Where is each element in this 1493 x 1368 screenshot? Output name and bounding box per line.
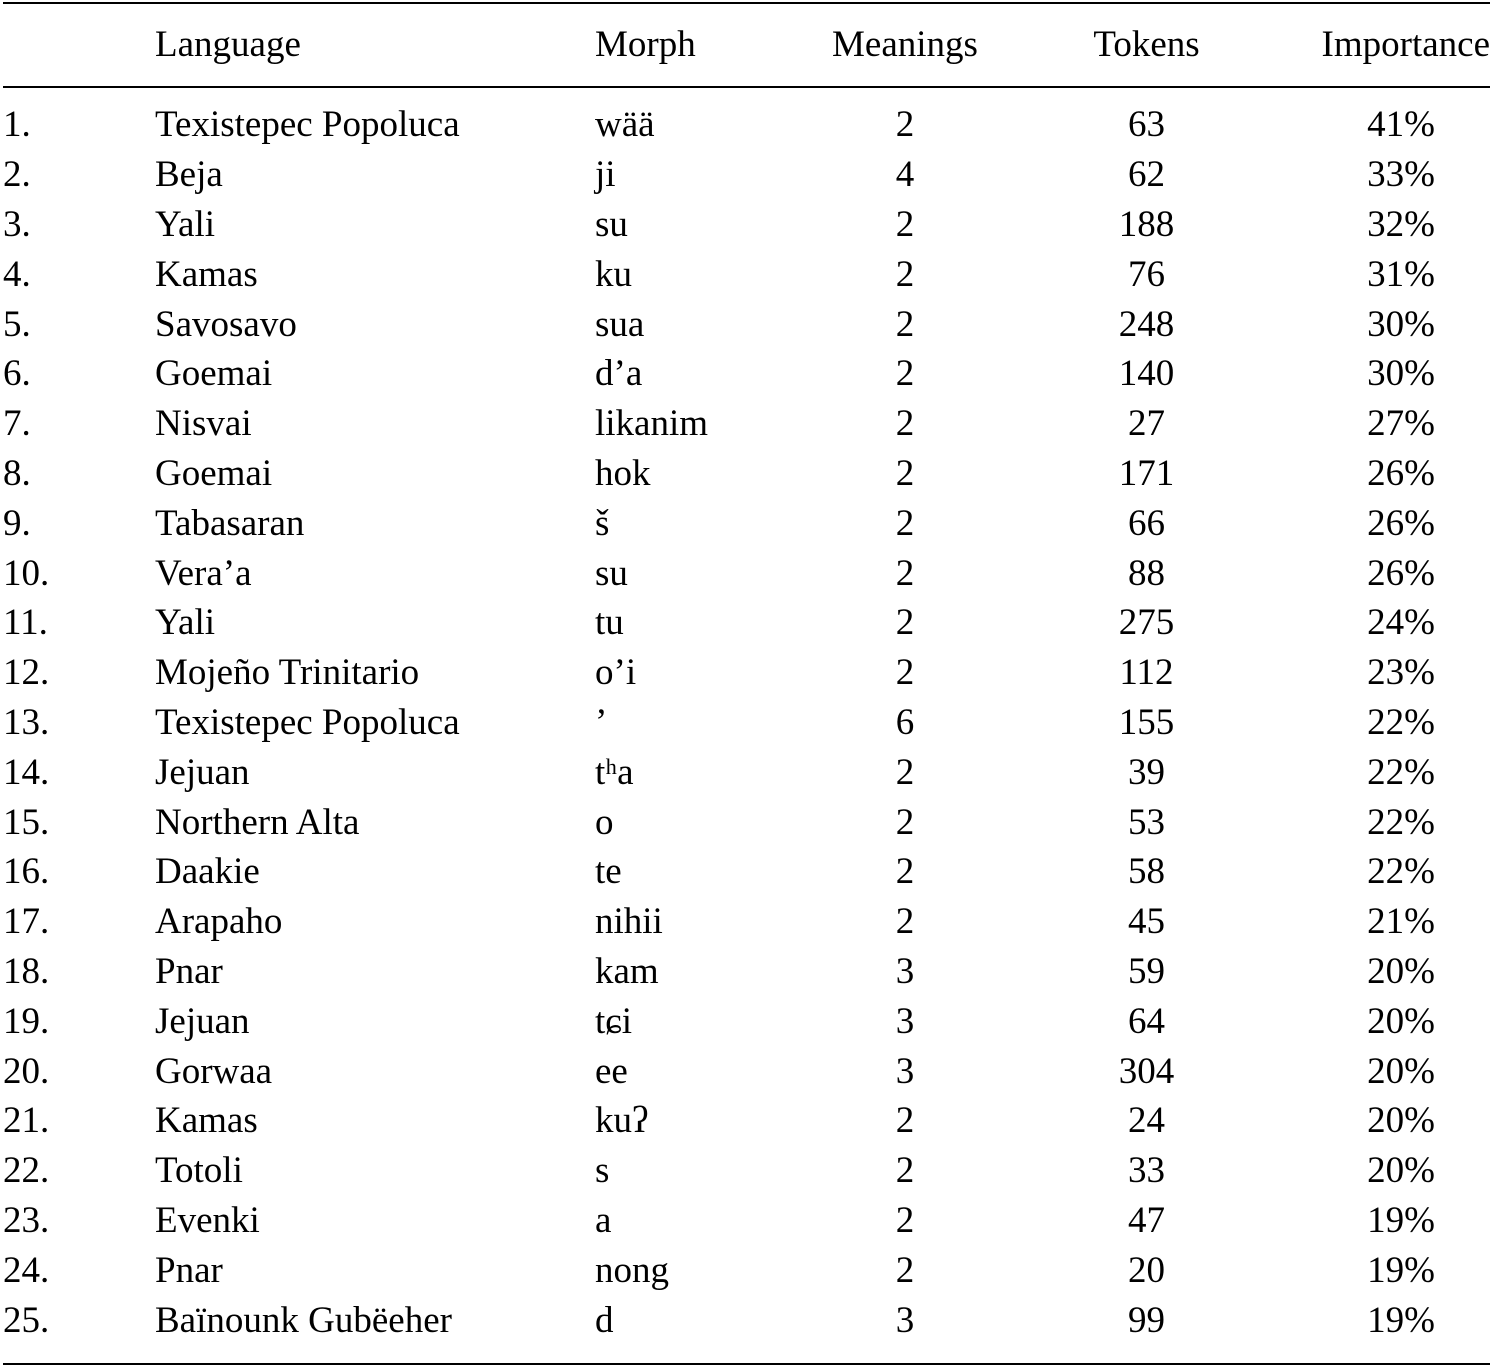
morph-cell: s — [595, 1150, 610, 1192]
table-row — [3, 797, 1490, 847]
language-cell: Goemai — [155, 353, 273, 395]
table-row — [3, 698, 1490, 748]
language-cell: Kamas — [155, 1100, 258, 1142]
tokens-cell: 66 — [1128, 502, 1165, 544]
table-row — [3, 449, 1490, 499]
tokens-cell: 39 — [1128, 751, 1165, 793]
morph-cell: ’ — [595, 701, 608, 743]
header-tokens: Tokens — [1093, 23, 1200, 65]
table-row — [3, 94, 1490, 150]
header-language: Language — [155, 23, 301, 65]
tokens-cell: 188 — [1118, 203, 1175, 245]
row-number: 25. — [3, 1299, 50, 1341]
importance-cell: 26% — [1367, 552, 1435, 594]
table-row — [3, 498, 1490, 548]
morph-cell: š — [595, 502, 610, 544]
meanings-cell: 3 — [895, 1299, 915, 1341]
importance-cell: 24% — [1367, 602, 1435, 644]
tokens-cell: 58 — [1128, 851, 1165, 893]
row-number: 5. — [3, 303, 31, 345]
table-row — [3, 1146, 1490, 1196]
importance-cell: 20% — [1367, 1150, 1435, 1192]
table-row — [3, 349, 1490, 399]
morph-cell: tɕi — [595, 1000, 632, 1042]
row-number: 14. — [3, 751, 50, 793]
importance-cell: 23% — [1367, 652, 1435, 694]
tokens-cell: 59 — [1128, 950, 1165, 992]
table-row — [3, 299, 1490, 349]
importance-cell: 30% — [1367, 303, 1435, 345]
table-row — [3, 249, 1490, 299]
language-cell: Jejuan — [155, 751, 250, 793]
language-cell: Gorwaa — [155, 1050, 273, 1092]
importance-cell: 20% — [1367, 950, 1435, 992]
morph-cell: o’i — [595, 652, 637, 694]
meanings-cell: 2 — [895, 1199, 915, 1241]
language-cell: Mojeño Trinitario — [155, 652, 420, 694]
row-number: 1. — [3, 104, 31, 146]
importance-cell: 41% — [1367, 104, 1435, 146]
table-row — [3, 897, 1490, 947]
row-number: 6. — [3, 353, 31, 395]
header-number — [3, 0, 155, 94]
importance-cell: 33% — [1367, 154, 1435, 196]
table-row — [3, 1196, 1490, 1246]
meanings-cell: 3 — [895, 1000, 915, 1042]
morph-cell: hok — [595, 452, 651, 494]
row-number: 8. — [3, 452, 31, 494]
language-cell: Pnar — [155, 1249, 223, 1291]
row-number: 22. — [3, 1150, 50, 1192]
meanings-cell: 2 — [895, 203, 915, 245]
meanings-cell: 2 — [895, 1150, 915, 1192]
table-row — [3, 847, 1490, 897]
meanings-cell: 2 — [895, 751, 915, 793]
language-cell: Vera’a — [155, 552, 252, 594]
language-cell: Texistepec Popoluca — [155, 104, 460, 146]
meanings-cell: 2 — [895, 901, 915, 943]
tokens-cell: 63 — [1128, 104, 1165, 146]
importance-cell: 19% — [1367, 1199, 1435, 1241]
morph-cell: o — [595, 801, 614, 843]
meanings-cell: 2 — [895, 452, 915, 494]
meanings-cell: 2 — [895, 502, 915, 544]
meanings-cell: 2 — [895, 801, 915, 843]
morph-cell: nihii — [595, 901, 663, 943]
row-number: 12. — [3, 652, 50, 694]
row-number: 3. — [3, 203, 31, 245]
tokens-cell: 24 — [1128, 1100, 1165, 1142]
importance-cell: 30% — [1367, 353, 1435, 395]
tokens-cell: 304 — [1118, 1050, 1175, 1092]
table-row — [3, 548, 1490, 598]
language-cell: Evenki — [155, 1199, 260, 1241]
morph-cell: d — [595, 1299, 614, 1341]
morph-cell: sua — [595, 303, 645, 345]
bottom-rule — [3, 1363, 1490, 1365]
morph-cell: likanim — [595, 403, 709, 445]
meanings-cell: 2 — [895, 1100, 915, 1142]
tokens-cell: 112 — [1119, 652, 1174, 694]
importance-cell: 26% — [1367, 502, 1435, 544]
header-row — [3, 0, 1490, 94]
table-row — [3, 996, 1490, 1046]
row-number: 23. — [3, 1199, 50, 1241]
table-row — [3, 947, 1490, 997]
table-row — [3, 648, 1490, 698]
tokens-cell: 76 — [1128, 253, 1165, 295]
morph-cell: d’a — [595, 353, 643, 395]
importance-cell: 20% — [1367, 1050, 1435, 1092]
meanings-cell: 2 — [895, 253, 915, 295]
meanings-cell: 4 — [895, 154, 915, 196]
table-row — [3, 1046, 1490, 1096]
row-number: 20. — [3, 1050, 50, 1092]
table-row — [3, 1295, 1490, 1345]
language-cell: Yali — [155, 203, 215, 245]
tokens-cell: 99 — [1128, 1299, 1165, 1341]
tokens-cell: 88 — [1128, 552, 1165, 594]
tokens-cell: 275 — [1118, 602, 1175, 644]
morph-cell: tu — [595, 602, 624, 644]
tokens-cell: 155 — [1118, 701, 1175, 743]
morph-cell: wää — [595, 104, 655, 146]
importance-cell: 19% — [1367, 1299, 1435, 1341]
tokens-cell: 62 — [1128, 154, 1165, 196]
morph-cell: tʰa — [595, 751, 634, 793]
morph-cell: su — [595, 552, 628, 594]
importance-cell: 20% — [1367, 1100, 1435, 1142]
importance-cell: 22% — [1367, 701, 1435, 743]
row-number: 4. — [3, 253, 31, 295]
meanings-cell: 3 — [895, 950, 915, 992]
language-cell: Nisvai — [155, 403, 252, 445]
importance-cell: 19% — [1367, 1249, 1435, 1291]
meanings-cell: 2 — [895, 1249, 915, 1291]
language-cell: Baïnounk Gubëeher — [155, 1299, 452, 1341]
morph-cell: kam — [595, 950, 659, 992]
language-cell: Goemai — [155, 452, 273, 494]
table-row — [3, 1245, 1490, 1295]
meanings-cell: 6 — [895, 701, 915, 743]
row-number: 16. — [3, 851, 50, 893]
language-cell: Totoli — [155, 1150, 243, 1192]
language-cell: Savosavo — [155, 303, 297, 345]
row-number: 9. — [3, 502, 31, 544]
meanings-cell: 3 — [895, 1050, 915, 1092]
importance-cell: 26% — [1367, 452, 1435, 494]
language-cell: Northern Alta — [155, 801, 360, 843]
table-row — [3, 399, 1490, 449]
morph-cell: ku — [595, 253, 632, 295]
importance-cell: 22% — [1367, 751, 1435, 793]
row-number: 24. — [3, 1249, 50, 1291]
morph-cell: te — [595, 851, 622, 893]
morph-cell: a — [595, 1199, 612, 1241]
tokens-cell: 27 — [1128, 403, 1165, 445]
importance-cell: 20% — [1367, 1000, 1435, 1042]
importance-cell: 31% — [1367, 253, 1435, 295]
tokens-cell: 171 — [1118, 452, 1175, 494]
tokens-cell: 45 — [1128, 901, 1165, 943]
row-number: 18. — [3, 950, 50, 992]
morph-cell: nong — [595, 1249, 669, 1291]
table-body — [3, 94, 1490, 1345]
morph-cell: kuʔ — [595, 1100, 649, 1142]
row-number: 19. — [3, 1000, 50, 1042]
meanings-cell: 2 — [895, 652, 915, 694]
importance-cell: 27% — [1367, 403, 1435, 445]
language-cell: Arapaho — [155, 901, 283, 943]
header-meanings: Meanings — [832, 23, 978, 65]
importance-cell: 32% — [1367, 203, 1435, 245]
tokens-cell: 47 — [1128, 1199, 1165, 1241]
table-row — [3, 747, 1490, 797]
row-number: 10. — [3, 552, 50, 594]
table-row — [3, 1096, 1490, 1146]
language-cell: Daakie — [155, 851, 260, 893]
morph-cell: ji — [595, 154, 616, 196]
meanings-cell: 2 — [895, 353, 915, 395]
row-number: 15. — [3, 801, 50, 843]
importance-cell: 22% — [1367, 851, 1435, 893]
meanings-cell: 2 — [895, 602, 915, 644]
morph-cell: ee — [595, 1050, 628, 1092]
meanings-cell: 2 — [895, 303, 915, 345]
tokens-cell: 140 — [1118, 353, 1175, 395]
tokens-cell: 20 — [1128, 1249, 1165, 1291]
language-cell: Texistepec Popoluca — [155, 701, 460, 743]
table-row — [3, 150, 1490, 200]
row-number: 7. — [3, 403, 31, 445]
table-row — [3, 200, 1490, 250]
tokens-cell: 248 — [1118, 303, 1175, 345]
tokens-cell: 33 — [1128, 1150, 1165, 1192]
header-morph: Morph — [595, 23, 696, 65]
header-importance: Importance — [1321, 23, 1490, 65]
row-number: 17. — [3, 901, 50, 943]
meanings-cell: 2 — [895, 403, 915, 445]
meanings-cell: 2 — [895, 851, 915, 893]
language-cell: Beja — [155, 154, 223, 196]
morph-importance-table — [3, 0, 1490, 1345]
language-cell: Jejuan — [155, 1000, 250, 1042]
meanings-cell: 2 — [895, 552, 915, 594]
importance-cell: 21% — [1367, 901, 1435, 943]
language-cell: Pnar — [155, 950, 223, 992]
language-cell: Tabasaran — [155, 502, 305, 544]
tokens-cell: 53 — [1128, 801, 1165, 843]
row-number: 2. — [3, 154, 31, 196]
row-number: 11. — [3, 602, 48, 644]
table-row — [3, 598, 1490, 648]
meanings-cell: 2 — [895, 104, 915, 146]
language-cell: Yali — [155, 602, 215, 644]
tokens-cell: 64 — [1128, 1000, 1165, 1042]
row-number: 21. — [3, 1100, 50, 1142]
row-number: 13. — [3, 701, 50, 743]
table-header — [3, 0, 1490, 94]
language-cell: Kamas — [155, 253, 258, 295]
morph-cell: su — [595, 203, 628, 245]
importance-cell: 22% — [1367, 801, 1435, 843]
